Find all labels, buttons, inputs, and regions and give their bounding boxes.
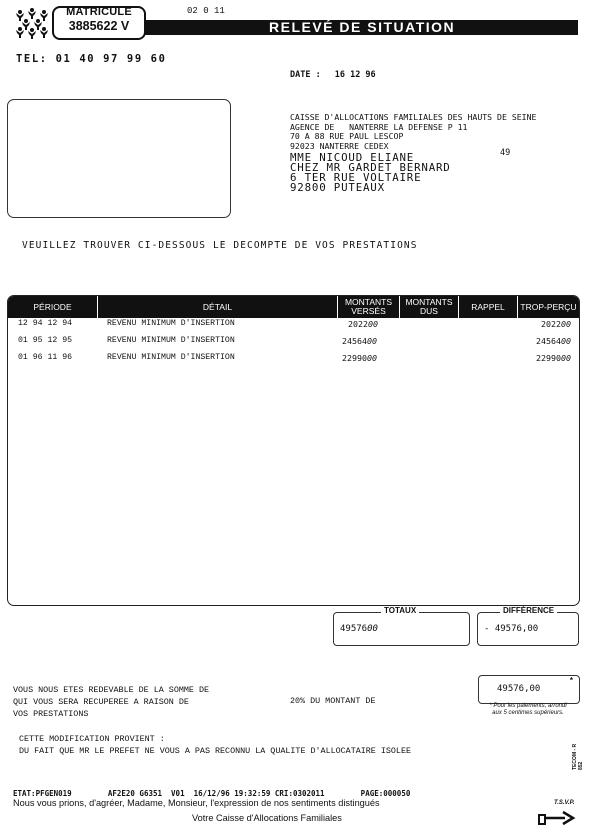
table-row — [8, 336, 579, 352]
amount-int: 49576 — [340, 624, 368, 634]
signature: Votre Caisse d'Allocations Familiales — [192, 813, 342, 823]
sender-code: 49 — [500, 148, 511, 158]
tsvp-label: T.S.V.P. — [554, 800, 575, 806]
recipient-address — [290, 153, 451, 193]
totaux-value — [340, 624, 378, 634]
trop-percu-cell — [536, 336, 571, 346]
date-label: DATE : — [290, 70, 321, 80]
verses-cell — [348, 319, 378, 329]
totaux-label: TOTAUX — [381, 606, 419, 615]
matricule-number: 3885622 V — [68, 19, 130, 33]
amount-dec: 00 — [561, 319, 571, 329]
owed-line: VOS PRESTATIONS — [13, 709, 89, 719]
owed-line: VOUS NOUS ETES REDEVABLE DE LA SOMME DE — [13, 685, 210, 695]
table-row — [8, 353, 579, 369]
amount-int: 2022 — [541, 319, 561, 329]
sender-line: 70 A 88 RUE PAUL LESCOP — [290, 131, 404, 142]
percent-text: 20% DU MONTANT DE — [290, 696, 376, 706]
periode-cell: 01 96 11 96 — [18, 353, 73, 362]
phone-number: TEL: 01 40 97 99 60 — [16, 53, 167, 65]
col-trop-percu: TROP-PERÇU — [520, 301, 577, 312]
caf-people-logo-icon — [14, 8, 50, 40]
col-periode: PÉRIODE — [8, 296, 98, 318]
amount-dec: 00 — [366, 336, 377, 346]
verses-cell — [342, 353, 377, 363]
recipient-line: 6 TER RUE VOLTAIRE — [290, 171, 422, 184]
col-rappel: RAPPEL — [459, 296, 518, 318]
owed-text — [13, 684, 209, 720]
amount-due-box — [478, 675, 580, 704]
reason-title: CETTE MODIFICATION PROVIENT : — [19, 734, 165, 744]
footnote-line: * Pour les paiements, arrondi — [489, 703, 567, 709]
col-label: MONTANTS — [405, 297, 453, 307]
envelope-window-box — [7, 99, 231, 218]
amount-dec: 00 — [561, 336, 571, 346]
col-label: MONTANTS — [344, 297, 393, 307]
owed-line: QUI VOUS SERA RECUPEREE A RAISON DE — [13, 697, 189, 707]
amount-dec: 00 — [561, 353, 571, 363]
form-reference-code: TECOM - R 852 — [572, 743, 584, 770]
difference-box — [477, 606, 579, 646]
col-detail: DÉTAIL — [98, 296, 338, 318]
benefits-table — [7, 295, 580, 606]
col-label: VERSÉS — [351, 306, 386, 316]
totaux-box — [333, 606, 470, 646]
title-bar — [145, 20, 578, 35]
col-label: DUS — [420, 306, 438, 316]
recipient-line: MME NICOUD ELIANE — [290, 151, 415, 164]
matricule-box — [52, 6, 146, 40]
amount-int: 22990 — [342, 353, 367, 363]
amount-dec: 00 — [367, 319, 378, 329]
table-row — [8, 319, 579, 335]
sender-line: AGENCE DE NANTERRE LA DEFENSE P 11 — [290, 121, 468, 132]
matricule-label: MATRICULE — [66, 6, 132, 18]
verses-cell — [342, 336, 377, 346]
sender-line: CAISSE D'ALLOCATIONS FAMILIALES DES HAUTS DE SEINE — [290, 112, 537, 122]
col-montants-dus — [400, 296, 459, 318]
amount-int: 24564 — [342, 336, 367, 346]
state-line: ETAT:PFGEN019 AF2E20 G6351 V01 16/12/96 19:32:59 CRI:0302011 PAGE:000050 — [13, 789, 411, 798]
reason-text: DU FAIT QUE MR LE PREFET NE VOUS A PAS RECONNU LA QUALITE D'ALLOCATAIRE ISOLEE — [19, 746, 412, 756]
date-value: 16 12 96 — [334, 70, 376, 80]
rounding-footnote — [478, 703, 578, 716]
amount-int: 24564 — [536, 336, 561, 346]
detail-cell: REVENU MINIMUM D'INSERTION — [107, 353, 235, 362]
difference-label: DIFFÉRENCE — [500, 606, 557, 615]
amount-dec: 00 — [366, 353, 377, 363]
sender-line: 92023 NANTERRE CEDEX — [290, 140, 389, 151]
recipient-line: 92800 PUTEAUX — [290, 181, 385, 194]
top-code: 02 0 11 — [187, 6, 225, 16]
footnote-star: * — [569, 676, 573, 685]
modification-reason — [19, 733, 411, 757]
footnote-line: aux 5 centimes supérieurs. — [492, 709, 564, 716]
amount-due-value: 49576,00 — [497, 684, 541, 694]
difference-value: - 49576,00 — [484, 624, 539, 634]
date-line — [290, 70, 376, 80]
trop-percu-cell — [536, 353, 571, 363]
amount-int: 22990 — [536, 353, 561, 363]
detail-cell: REVENU MINIMUM D'INSERTION — [107, 336, 235, 345]
amount-dec: 00 — [367, 624, 378, 634]
intro-text: VEUILLEZ TROUVER CI-DESSOUS LE DECOMPTE DE VOS PRESTATIONS — [22, 240, 418, 251]
col-montants-verses — [338, 296, 400, 318]
table-header — [8, 296, 579, 318]
page-title: RELEVÉ DE SITUATION — [269, 19, 456, 35]
amount-int: 2022 — [348, 319, 368, 329]
turn-page-arrow-icon — [537, 808, 577, 826]
sender-address — [290, 113, 536, 151]
trop-percu-cell — [541, 319, 571, 329]
periode-cell: 01 95 12 95 — [18, 336, 73, 345]
periode-cell: 12 94 12 94 — [18, 319, 73, 328]
recipient-line: CHEZ MR GARDET BERNARD — [290, 161, 451, 174]
closing-formula: Nous vous prions, d'agréer, Madame, Monsieur, l'expression de nos sentiments distingués — [13, 798, 380, 808]
detail-cell: REVENU MINIMUM D'INSERTION — [107, 319, 235, 328]
